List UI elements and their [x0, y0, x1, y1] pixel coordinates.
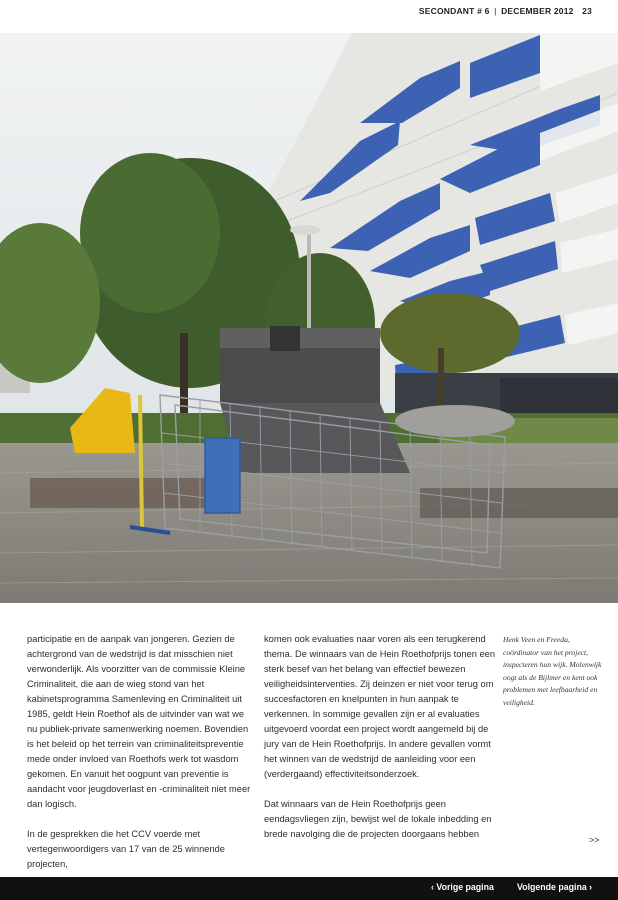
header-separator: |: [494, 6, 497, 16]
paragraph: participatie en de aanpak van jongeren. Gezien de achtergrond van de wedstrijd is dat misschien niet verwonderlijk. Als voorzitter van de commissie Kleine Criminaliteit, die aan de wieg stond van het kabinetsprogramma Samenleving en Criminaliteit uit 1985, geldt Hein Roethof als de uitvinder van wat we nu publiek-private samenwerking noemen. Bovendien is het beleid op het terrein van criminaliteitspreventie mede onder invloed van Roethofs werk tot wasdom gekomen. En vanuit het oogpunt van preventie is aandacht voor jeugdoverlast en -criminaliteit niet meer dan logisch.: [27, 634, 251, 809]
issue-date: DECEMBER 2012: [501, 6, 574, 16]
paragraph: In de gesprekken die het CCV voerde met vertegenwoordigers van 17 van de 25 winnende projecten,: [27, 829, 225, 869]
article-photo: [0, 33, 618, 603]
text-column-2: [264, 632, 496, 857]
paragraph: Dat winnaars van de Hein Roethofprijs geen eendagsvliegen zijn, bewijst wel de lokale inbedding en brede navolging die de projecten doorgaans hebben: [264, 799, 492, 839]
paragraph: komen ook evaluaties naar voren als een terugkerend thema. De winnaars van de Hein Roethofprijs tonen een sterk besef van het belang van effectief bewezen veiligheidsinterventies. Zij deinzen er niet voor terug om succesfactoren en knelpunten in hun aanpak te verkennen. In sommige gevallen zijn er al evaluaties uitgevoerd voordat een project wordt aangemeld bij de jury van de Hein Roethofprijs. In andere gevallen vormt het winnen van de wedstrijd de aanleiding voor een (verdergaand) effectiviteitsonderzoek.: [264, 634, 496, 779]
magazine-title: SECONDANT # 6: [418, 6, 490, 16]
text-column-1: [27, 632, 253, 887]
previous-page-link[interactable]: ‹ Vorige pagina: [431, 882, 494, 892]
continue-marker: >>: [589, 835, 600, 845]
footer-nav-bar: [0, 877, 618, 900]
page-number: 23: [582, 6, 592, 16]
next-page-link[interactable]: Volgende pagina ›: [517, 882, 593, 892]
page-header: [419, 6, 592, 22]
photo-caption: Henk Veen en Freeda, coördinator van het project, inspecteren hun wijk. Molenwijk oogt als de Bijlmer en kent ook problemen met leefbaarheid en veiligheid.: [503, 635, 602, 707]
